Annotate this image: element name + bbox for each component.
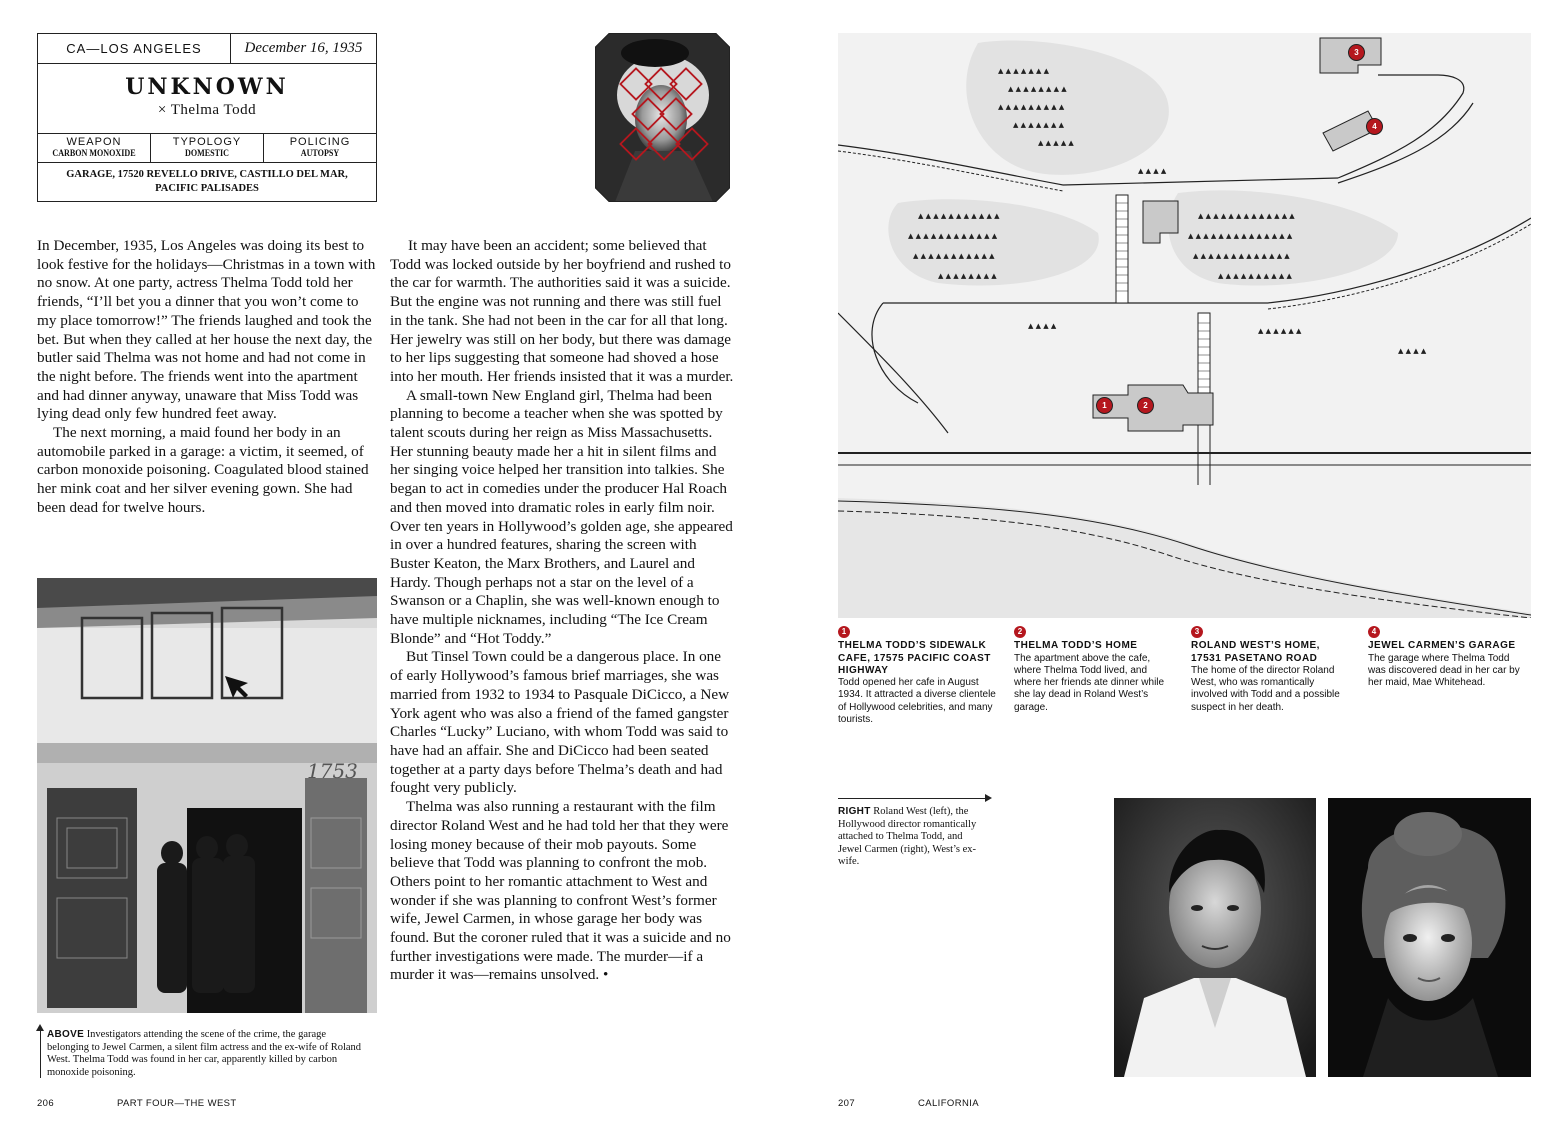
thelma-todd-portrait bbox=[595, 33, 730, 202]
caption-text: Investigators attending the scene of the crime, the garage belonging to Jewel Carmen, a silent film actress and the ex-wife of Roland West. Thelma Todd was found in her car, apparently killed by carbon monoxide poisoning. bbox=[47, 1029, 362, 1078]
crime-scene-photo bbox=[37, 578, 377, 1013]
article-column-1 bbox=[37, 237, 377, 518]
case-location: CA—LOS ANGELES bbox=[38, 34, 231, 63]
map-legend-item-4 bbox=[1368, 626, 1528, 689]
legend-number: 2 bbox=[1014, 626, 1026, 638]
case-victim: × Thelma Todd bbox=[157, 102, 257, 118]
typology-value: DOMESTIC bbox=[185, 149, 229, 159]
svg-text:▲ ▲ ▲ ▲ ▲: ▲ ▲ ▲ ▲ ▲ bbox=[1038, 139, 1074, 147]
photo-caption-right bbox=[838, 806, 978, 869]
map-marker-1: 1 bbox=[1096, 397, 1113, 414]
legend-title: THELMA TODD’S SIDEWALK CAFE, 17575 PACIFIC COAST HIGHWAY bbox=[838, 640, 991, 676]
weapon-label: WEAPON bbox=[66, 136, 122, 148]
typology-cell bbox=[151, 134, 264, 162]
section-title-right: CALIFORNIA bbox=[918, 1098, 980, 1109]
map-legend-item-3 bbox=[1191, 626, 1351, 714]
svg-text:▲ ▲ ▲ ▲ ▲ ▲ ▲: ▲ ▲ ▲ ▲ ▲ ▲ ▲ bbox=[1013, 121, 1065, 129]
svg-text:▲ ▲ ▲ ▲ ▲ ▲ ▲ ▲ ▲ ▲ ▲: ▲ ▲ ▲ ▲ ▲ ▲ ▲ ▲ ▲ ▲ ▲ bbox=[918, 212, 1000, 220]
case-title: UNKNOWN bbox=[125, 74, 289, 100]
map-marker-2: 2 bbox=[1137, 397, 1154, 414]
neighborhood-map bbox=[838, 33, 1531, 618]
map-legend-item-1 bbox=[838, 626, 998, 726]
photo-caption-left bbox=[47, 1029, 367, 1079]
article-paragraph: The next morning, a maid found her body in an automobile parked in a garage: a victim, it seemed, of carbon monoxide poisoning. Coagulated blood stained her mink coat and her silver evening gown. She had been dead for twelve hours. bbox=[37, 424, 369, 516]
svg-text:▲ ▲ ▲ ▲ ▲ ▲ ▲ ▲ ▲ ▲ ▲ ▲ ▲ ▲: ▲ ▲ ▲ ▲ ▲ ▲ ▲ ▲ ▲ ▲ ▲ ▲ ▲ ▲ bbox=[1188, 232, 1293, 240]
policing-cell bbox=[264, 134, 376, 162]
photo-sign-number: 1753 bbox=[307, 759, 358, 783]
svg-text:▲ ▲ ▲ ▲: ▲ ▲ ▲ ▲ bbox=[1138, 167, 1167, 175]
legend-text: The home of the director Roland West, who was romantically involved with Todd and a possible suspect in her death. bbox=[1191, 664, 1340, 713]
svg-text:▲ ▲ ▲ ▲ ▲ ▲ ▲ ▲ ▲ ▲ ▲ ▲ ▲: ▲ ▲ ▲ ▲ ▲ ▲ ▲ ▲ ▲ ▲ ▲ ▲ ▲ bbox=[1193, 252, 1290, 260]
svg-text:▲ ▲ ▲ ▲ ▲ ▲ ▲ ▲ ▲ ▲ ▲ ▲ ▲: ▲ ▲ ▲ ▲ ▲ ▲ ▲ ▲ ▲ ▲ ▲ ▲ ▲ bbox=[1198, 212, 1295, 220]
roland-west-portrait bbox=[1114, 798, 1316, 1077]
svg-text:▲ ▲ ▲ ▲ ▲ ▲ ▲ ▲ ▲ ▲ ▲: ▲ ▲ ▲ ▲ ▲ ▲ ▲ ▲ ▲ ▲ ▲ bbox=[913, 252, 995, 260]
map-marker-4: 4 bbox=[1366, 118, 1383, 135]
article-paragraph: But Tinsel Town could be a dangerous place. In one of early Hollywood’s famous brief marriages, she was married from 1932 to 1934 to Pasquale DiCicco, a New York agent who was also a friend of the famed gangster Charles “Lucky” Luciano, with whom Todd was said to have had an affair. She and DiCicco had been seated together at a party days before Thelma’s death and had fought very publicly. bbox=[390, 648, 730, 797]
svg-text:▲ ▲ ▲ ▲ ▲ ▲ ▲ ▲: ▲ ▲ ▲ ▲ ▲ ▲ ▲ ▲ bbox=[938, 272, 997, 280]
legend-number: 4 bbox=[1368, 626, 1380, 638]
page-number-right: 207 bbox=[838, 1098, 856, 1109]
svg-text:▲ ▲ ▲ ▲ ▲ ▲ ▲ ▲: ▲ ▲ ▲ ▲ ▲ ▲ ▲ ▲ bbox=[1008, 85, 1067, 93]
caption-rule-left bbox=[40, 1030, 41, 1078]
page-number-left: 206 bbox=[37, 1098, 55, 1109]
policing-label: POLICING bbox=[289, 136, 351, 148]
legend-number: 1 bbox=[838, 626, 850, 638]
legend-text: The garage where Thelma Todd was discovered dead in her car by her maid, Mae Whitehead. bbox=[1368, 652, 1520, 689]
svg-text:▲ ▲ ▲ ▲ ▲ ▲ ▲ ▲ ▲ ▲ ▲ ▲: ▲ ▲ ▲ ▲ ▲ ▲ ▲ ▲ ▲ ▲ ▲ ▲ bbox=[908, 232, 998, 240]
case-date: December 16, 1935 bbox=[244, 40, 363, 56]
svg-text:▲ ▲ ▲ ▲ ▲ ▲ ▲: ▲ ▲ ▲ ▲ ▲ ▲ ▲ bbox=[998, 67, 1050, 75]
article-column-2 bbox=[390, 237, 735, 985]
svg-text:▲ ▲ ▲ ▲ ▲ ▲ ▲ ▲ ▲: ▲ ▲ ▲ ▲ ▲ ▲ ▲ ▲ ▲ bbox=[998, 103, 1065, 111]
typology-label: TYPOLOGY bbox=[172, 136, 242, 148]
caption-lead: ABOVE bbox=[47, 1029, 85, 1040]
legend-text: Todd opened her cafe in August 1934. It attracted a diverse clientele of Hollywood celebrities, and many tourists. bbox=[838, 677, 996, 726]
svg-text:▲ ▲ ▲ ▲ ▲ ▲ ▲ ▲ ▲ ▲: ▲ ▲ ▲ ▲ ▲ ▲ ▲ ▲ ▲ ▲ bbox=[1218, 272, 1292, 280]
svg-text:▲ ▲ ▲ ▲: ▲ ▲ ▲ ▲ bbox=[1028, 322, 1057, 330]
svg-text:▲ ▲ ▲ ▲: ▲ ▲ ▲ ▲ bbox=[1398, 347, 1427, 355]
caption-arrow-right-icon bbox=[985, 794, 992, 802]
caption-rule-right bbox=[838, 798, 986, 799]
article-paragraph: It may have been an accident; some believed that Todd was locked outside by her boyfriend and rushed to the car for warmth. The authorities said it was a suicide. But the engine was not running and there was still fuel in the tank. She had not been in the car for all that long. Her jewelry was still on her body, but there was damage to her lips suggesting that someone had shoved a hose into her mouth. Her friends insisted that it was a murder. bbox=[390, 237, 734, 385]
policing-value: AUTOPSY bbox=[300, 149, 340, 159]
caption-arrow-up-icon bbox=[36, 1024, 44, 1031]
jewel-carmen-portrait bbox=[1328, 798, 1531, 1077]
caption-lead: RIGHT bbox=[838, 806, 871, 817]
case-address-line1: GARAGE, 17520 REVELLO DRIVE, CASTILLO DEL MAR, bbox=[66, 169, 348, 180]
svg-text:▲ ▲ ▲ ▲ ▲ ▲: ▲ ▲ ▲ ▲ ▲ ▲ bbox=[1258, 327, 1302, 335]
legend-text: The apartment above the cafe, where Thelma Todd lived, and where her friends ate dinner while she lay dead in Roland West’s garage. bbox=[1014, 652, 1165, 713]
weapon-cell bbox=[38, 134, 151, 162]
legend-title: THELMA TODD’S HOME bbox=[1014, 640, 1138, 652]
article-paragraph: A small-town New England girl, Thelma had been planning to become a teacher when she was spotted by talent scouts during her reign as Miss Massachusetts. Her stunning beauty made her a hit in silent films and her singing voice helped her transition into talkies. She began to act in comedies under the producer Hal Roach and then moved into dramatic roles in early film noir. Over ten years in Hollywood’s golden age, she appeared in over a hundred features, sharing the screen with Buster Keaton, the Marx Brothers, and Laurel and Hardy. Though perhaps not a star on the level of a Swanson or a Chaplin, she was well-known enough to have multiple nicknames, including “The Ice Cream Blonde” and “Hot Toddy.” bbox=[390, 386, 733, 647]
article-paragraph: In December, 1935, Los Angeles was doing its best to look festive for the holidays—Christmas in a town with no snow. At one party, actress Thelma Todd told her friends, “I’ll bet you a dinner that you won’t come to my place tomorrow!” The friends laughed and took the bet. But when they called at her house the next day, the butler said Thelma was not home and had not come in the night before. The friends went into the apartment and had dinner anyway, unaware that Miss Todd was lying dead only few hundred feet away. bbox=[37, 237, 376, 423]
caption-text: Roland West (left), the Hollywood director romantically attached to Thelma Todd, and Jewel Carmen (right), West’s ex-wife. bbox=[838, 806, 977, 867]
legend-title: JEWEL CARMEN’S GARAGE bbox=[1368, 640, 1516, 652]
legend-number: 3 bbox=[1191, 626, 1203, 638]
weapon-value: CARBON MONOXIDE bbox=[52, 149, 136, 159]
legend-title: ROLAND WEST’S HOME, 17531 PASETANO ROAD bbox=[1191, 640, 1320, 664]
case-card bbox=[37, 33, 377, 202]
case-address bbox=[38, 168, 376, 196]
map-legend-item-2 bbox=[1014, 626, 1174, 714]
map-marker-3: 3 bbox=[1348, 44, 1365, 61]
case-address-line2: PACIFIC PALISADES bbox=[155, 183, 259, 194]
article-paragraph: Thelma was also running a restaurant with the film director Roland West and he had told her that they were losing money because of their mob payouts. Some believe that Todd was planning to confront the mob. Others point to her romantic attachment to West and wonder if she was planning to confront West’s former wife, Jewel Carmen, in whose garage her body was found. But the coroner ruled that it was a suicide and no further investigations were made. The murder—if a murder it was—remains unsolved. • bbox=[390, 798, 731, 984]
section-title-left: PART FOUR—THE WEST bbox=[117, 1098, 237, 1109]
